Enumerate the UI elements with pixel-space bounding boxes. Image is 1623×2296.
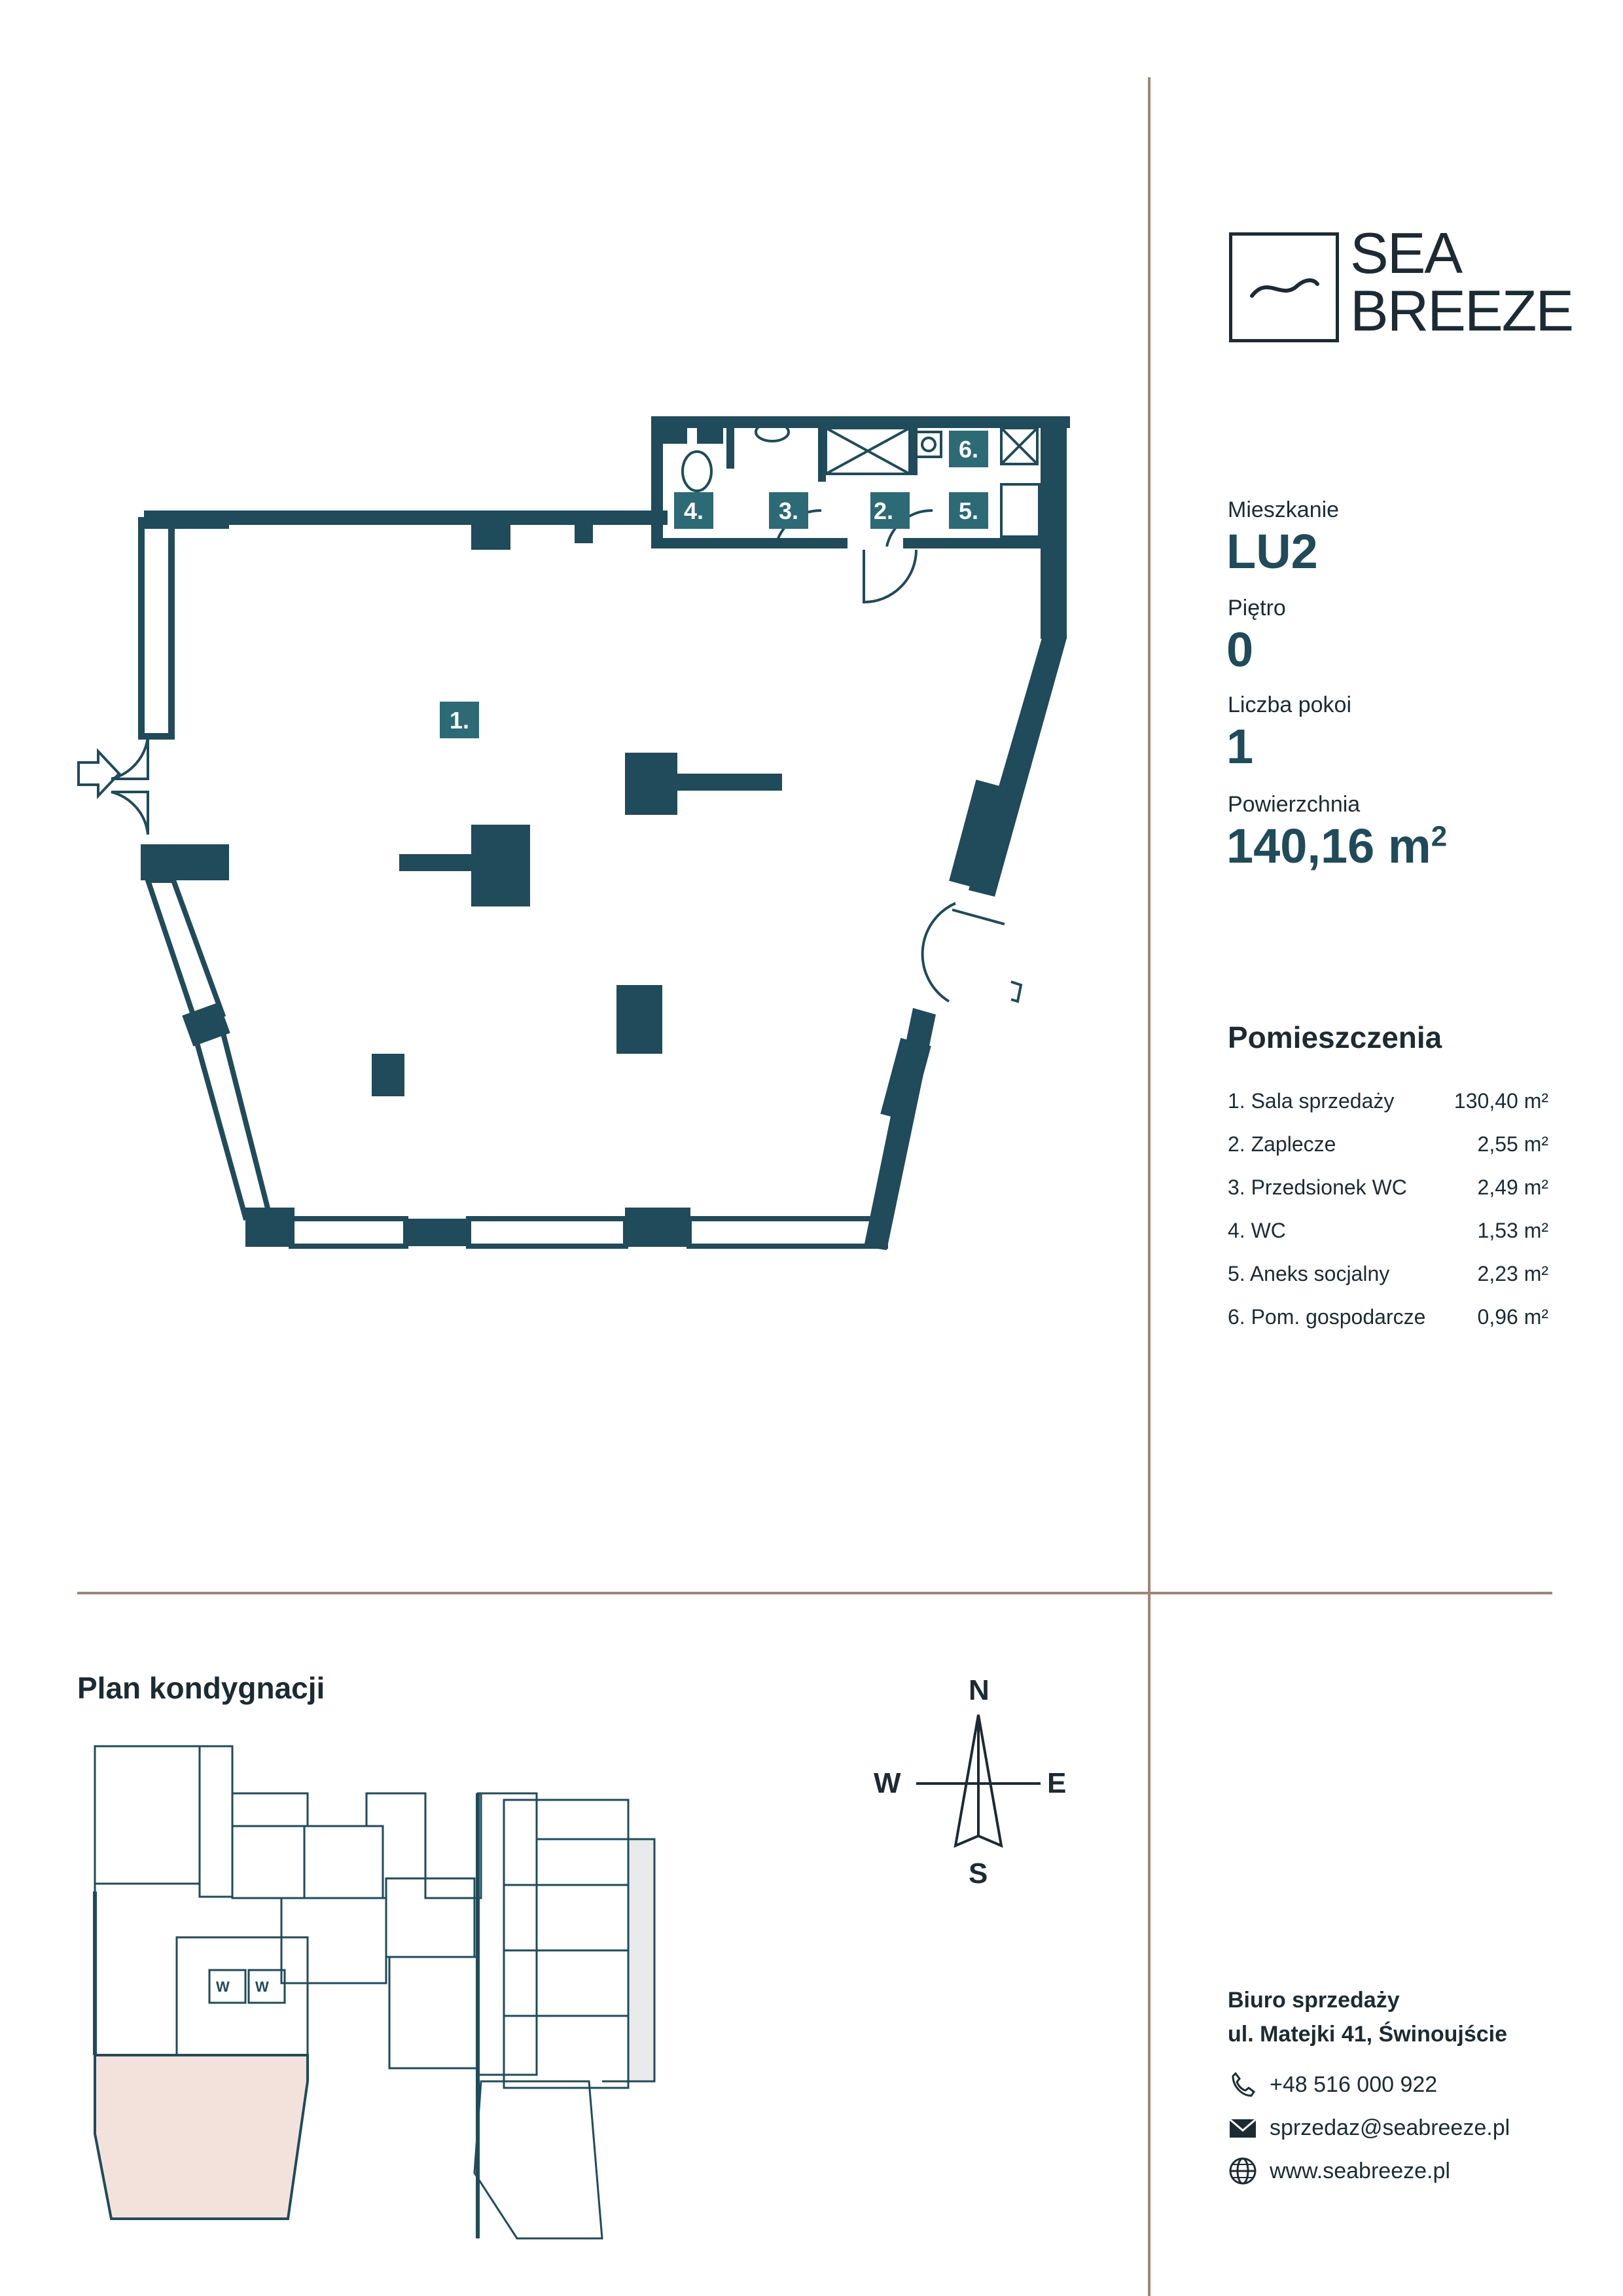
room-row <box>1228 1305 1548 1329</box>
compass-e: E <box>1047 1767 1067 1799</box>
logo-box <box>1229 232 1339 342</box>
floor-plan-title: Plan kondygnacji <box>77 1671 325 1705</box>
room-area: 130,40 m² <box>1454 1089 1548 1113</box>
brand-logo <box>1229 221 1573 353</box>
room-row <box>1228 1089 1548 1113</box>
room-name: 1. Sala sprzedaży <box>1228 1089 1395 1113</box>
room-number-3: 3. <box>778 497 799 524</box>
room-number-6: 6. <box>958 436 979 463</box>
room-area: 2,49 m² <box>1477 1175 1548 1199</box>
compass-w: W <box>874 1767 901 1799</box>
area-sup: 2 <box>1431 820 1448 853</box>
sales-office-title: Biuro sprzedaży <box>1228 1988 1400 2013</box>
compass-n: N <box>969 1674 990 1706</box>
globe-icon <box>1228 2156 1258 2186</box>
wave-icon <box>1232 236 1336 339</box>
web-text[interactable]: www.seabreeze.pl <box>1270 2158 1450 2183</box>
room-area: 0,96 m² <box>1477 1305 1548 1329</box>
sales-office <box>1228 1983 1507 2051</box>
room-row <box>1228 1132 1548 1157</box>
room-row <box>1228 1175 1548 1200</box>
horizontal-divider <box>77 1592 1552 1594</box>
email-text[interactable]: sprzedaz@seabreeze.pl <box>1270 2115 1510 2140</box>
logo-text <box>1350 221 1573 343</box>
logo-line-1: SEA <box>1350 221 1462 285</box>
sales-office-address: ul. Matejki 41, Świnoujście <box>1228 2022 1508 2047</box>
floor-label: Piętro <box>1228 596 1286 620</box>
wc-mark-1: W <box>216 1979 230 1995</box>
apartment-label: Mieszkanie <box>1228 497 1340 522</box>
phone-icon <box>1228 2070 1258 2100</box>
wc-mark-2: W <box>255 1979 269 1995</box>
room-area: 2,23 m² <box>1477 1262 1548 1285</box>
floor-value: 0 <box>1226 622 1254 677</box>
mail-icon <box>1228 2113 1258 2143</box>
web-row[interactable] <box>1228 2156 1450 2186</box>
room-area: 1,53 m² <box>1477 1219 1548 1242</box>
phone-row[interactable] <box>1228 2070 1437 2100</box>
room-name: 4. WC <box>1228 1219 1286 1242</box>
rooms-count-value: 1 <box>1226 719 1254 774</box>
room-row <box>1228 1262 1548 1286</box>
room-name: 5. Aneks socjalny <box>1228 1262 1390 1285</box>
room-number-5: 5. <box>958 497 979 524</box>
floor-overview-plan <box>0 1715 720 2251</box>
room-number-2: 2. <box>873 497 894 524</box>
email-row[interactable] <box>1228 2113 1510 2143</box>
phone-text[interactable]: +48 516 000 922 <box>1270 2072 1438 2097</box>
room-number-1: 1. <box>449 707 470 734</box>
apartment-value: LU2 <box>1226 524 1318 579</box>
unit-floor-plan <box>0 0 1139 1309</box>
rooms-title: Pomieszczenia <box>1228 1020 1442 1054</box>
room-row <box>1228 1219 1548 1243</box>
room-number-4: 4. <box>683 497 704 524</box>
area-number: 140,16 m <box>1226 819 1431 873</box>
rooms-count-label: Liczba pokoi <box>1228 692 1352 717</box>
room-name: 3. Przedsionek WC <box>1228 1175 1407 1199</box>
compass-icon <box>910 1708 1047 1859</box>
logo-line-2: BREEZE <box>1350 278 1573 343</box>
area-value <box>1226 818 1447 874</box>
room-name: 2. Zaplecze <box>1228 1132 1336 1156</box>
vertical-divider <box>1148 77 1150 2296</box>
room-name: 6. Pom. gospodarcze <box>1228 1305 1426 1329</box>
room-area: 2,55 m² <box>1477 1132 1548 1156</box>
area-label: Powierzchnia <box>1228 792 1361 817</box>
compass-s: S <box>969 1857 988 1890</box>
